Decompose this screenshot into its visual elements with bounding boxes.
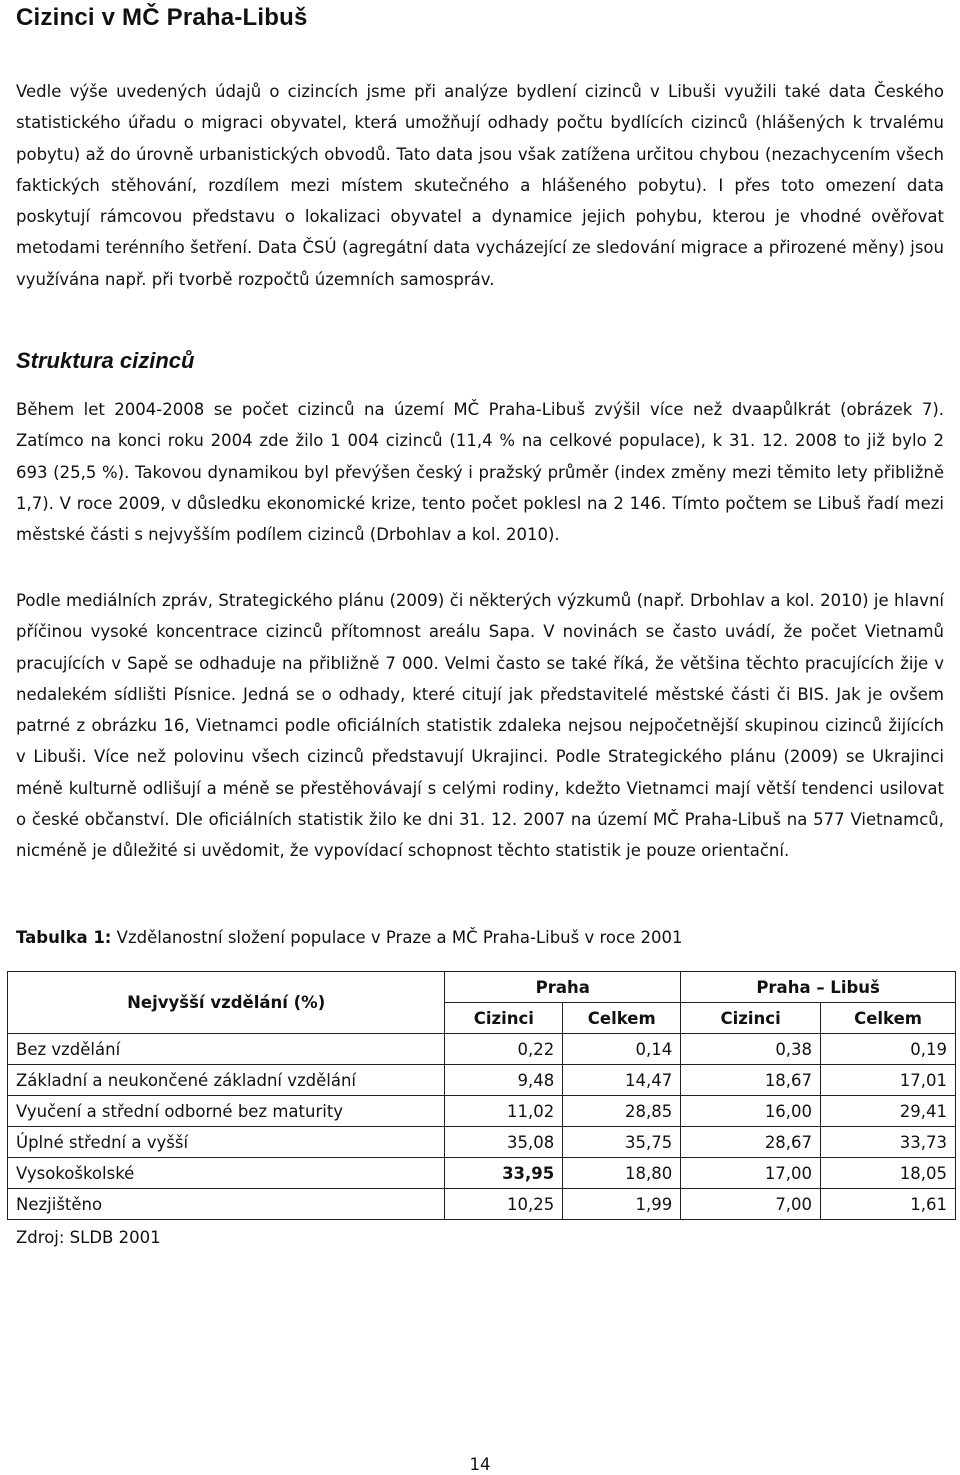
cell-libus-celkem: 29,41	[821, 1096, 956, 1127]
col-header-praha-cizinci: Cizinci	[445, 1003, 563, 1034]
col-header-praha-celkem: Celkem	[563, 1003, 681, 1034]
table-row	[8, 1096, 956, 1127]
row-label: Základní a neukončené základní vzdělání	[8, 1065, 445, 1096]
cell-praha-cizinci: 10,25	[445, 1189, 563, 1220]
cell-libus-cizinci: 18,67	[681, 1065, 821, 1096]
paragraph-intro: Vedle výše uvedených údajů o cizincích jsme při analýze bydlení cizinců v Libuši využili také data Českého statistického úřadu o migraci obyvatel, která umožňují odhady počtu bydlících cizinců (hlášených k trvalému pobytu) až do úrovně urbanistických obvodů. Tato data jsou však zatížena určitou chybou (nezachycením všech faktických stěhování, rozdílem mezi místem skutečného a hlášeného pobytu). I přes toto omezení data poskytují rámcovou představu o lokalizaci obyvatel a dynamice jejich pohybu, kterou je vhodné ověřovat metodami terénního šetření. Data ČSÚ (agregátní data vycházející ze sledování migrace a přirozené měny) jsou využívána např. při tvorbě rozpočtů územních samospráv.	[16, 82, 944, 289]
cell-praha-celkem: 0,14	[563, 1034, 681, 1065]
table-row	[8, 1158, 956, 1189]
paragraph-structure: Během let 2004-2008 se počet cizinců na území MČ Praha-Libuš zvýšil více než dvaapůlkrát (obrázek 7). Zatímco na konci roku 2004 zde žilo 1 004 cizinců (11,4 % na celkové populace), k 31. 12. 2008 to již bylo 2 693 (25,5 %). Takovou dynamikou byl převýšen český i pražský průměr (index změny mezi těmito lety přibližně 1,7). V roce 2009, v důsledku ekonomické krize, tento počet poklesl na 2 146. Tímto počtem se Libuš řadí mezi městské části s nejvyšším podílem cizinců (Drbohlav a kol. 2010).	[16, 400, 944, 545]
row-header-cell: Nejvyšší vzdělání (%)	[8, 972, 445, 1034]
cell-libus-celkem: 18,05	[821, 1158, 956, 1189]
cell-libus-celkem: 0,19	[821, 1034, 956, 1065]
table-row	[8, 1065, 956, 1096]
cell-libus-celkem: 33,73	[821, 1127, 956, 1158]
cell-libus-cizinci: 7,00	[681, 1189, 821, 1220]
cell-libus-cizinci: 17,00	[681, 1158, 821, 1189]
row-label: Vysokoškolské	[8, 1158, 445, 1189]
page-number: 14	[469, 1455, 491, 1474]
cell-praha-cizinci: 35,08	[445, 1127, 563, 1158]
cell-libus-cizinci: 0,38	[681, 1034, 821, 1065]
cell-libus-celkem: 1,61	[821, 1189, 956, 1220]
table-row	[8, 1127, 956, 1158]
cell-libus-cizinci: 28,67	[681, 1127, 821, 1158]
table-row	[8, 1034, 956, 1065]
cell-libus-cizinci: 16,00	[681, 1096, 821, 1127]
row-label: Úplné střední a vyšší	[8, 1127, 445, 1158]
col-header-libus-cizinci: Cizinci	[681, 1003, 821, 1034]
table-row	[8, 1189, 956, 1220]
cell-praha-celkem: 14,47	[563, 1065, 681, 1096]
table-header-row-1	[8, 972, 956, 1003]
table-caption-label: Tabulka 1:	[16, 928, 112, 947]
education-table	[7, 971, 956, 1220]
cell-praha-celkem: 1,99	[563, 1189, 681, 1220]
group-header-libus: Praha – Libuš	[681, 972, 956, 1003]
cell-praha-cizinci-highlight: 33,95	[445, 1158, 563, 1189]
cell-praha-celkem: 18,80	[563, 1158, 681, 1189]
page-title: Cizinci v MČ Praha-Libuš	[16, 4, 308, 31]
cell-praha-cizinci: 11,02	[445, 1096, 563, 1127]
cell-praha-cizinci: 0,22	[445, 1034, 563, 1065]
cell-praha-celkem: 28,85	[563, 1096, 681, 1127]
group-header-praha: Praha	[445, 972, 681, 1003]
table-source: Zdroj: SLDB 2001	[16, 1228, 161, 1247]
row-label: Bez vzdělání	[8, 1034, 445, 1065]
row-label: Nezjištěno	[8, 1189, 445, 1220]
table-caption-text: Vzdělanostní složení populace v Praze a MČ Praha-Libuš v roce 2001	[111, 928, 683, 947]
cell-libus-celkem: 17,01	[821, 1065, 956, 1096]
paragraph-media: Podle mediálních zpráv, Strategického plánu (2009) či některých výzkumů (např. Drbohlav a kol. 2010) je hlavní příčinou vysoké koncentrace cizinců přítomnost areálu Sapa. V novinách se často uvádí, že počet Vietnamů pracujících v Sapě se odhaduje na přibližně 7 000. Velmi často se také říká, že většina těchto pracujících žije v nedalekém sídlišti Písnice. Jedná se o odhady, které citují jak představitelé městské části či BIS. Jak je ovšem patrné z obrázku 16, Vietnamci podle oficiálních statistik zdaleka nejsou nejpočetnější skupinou cizinců žijících v Libuši. Více než polovinu všech cizinců představují Ukrajinci. Podle Strategického plánu (2009) se Ukrajinci méně kulturně odlišují a méně se přestěhovávají s celými rodiny, kdežto Vietnamci mají větší tendenci usilovat o české občanství. Dle oficiálních statistik žilo ke dni 31. 12. 2007 na území MČ Praha-Libuš na 577 Vietnamců, nicméně je důležité si uvědomit, že vypovídací schopnost těchto statistik je pouze orientační.	[16, 591, 944, 861]
col-header-libus-celkem: Celkem	[821, 1003, 956, 1034]
cell-praha-cizinci: 9,48	[445, 1065, 563, 1096]
table-caption	[16, 926, 682, 950]
cell-praha-celkem: 35,75	[563, 1127, 681, 1158]
row-label: Vyučení a střední odborné bez maturity	[8, 1096, 445, 1127]
section-heading: Struktura cizinců	[16, 348, 195, 373]
